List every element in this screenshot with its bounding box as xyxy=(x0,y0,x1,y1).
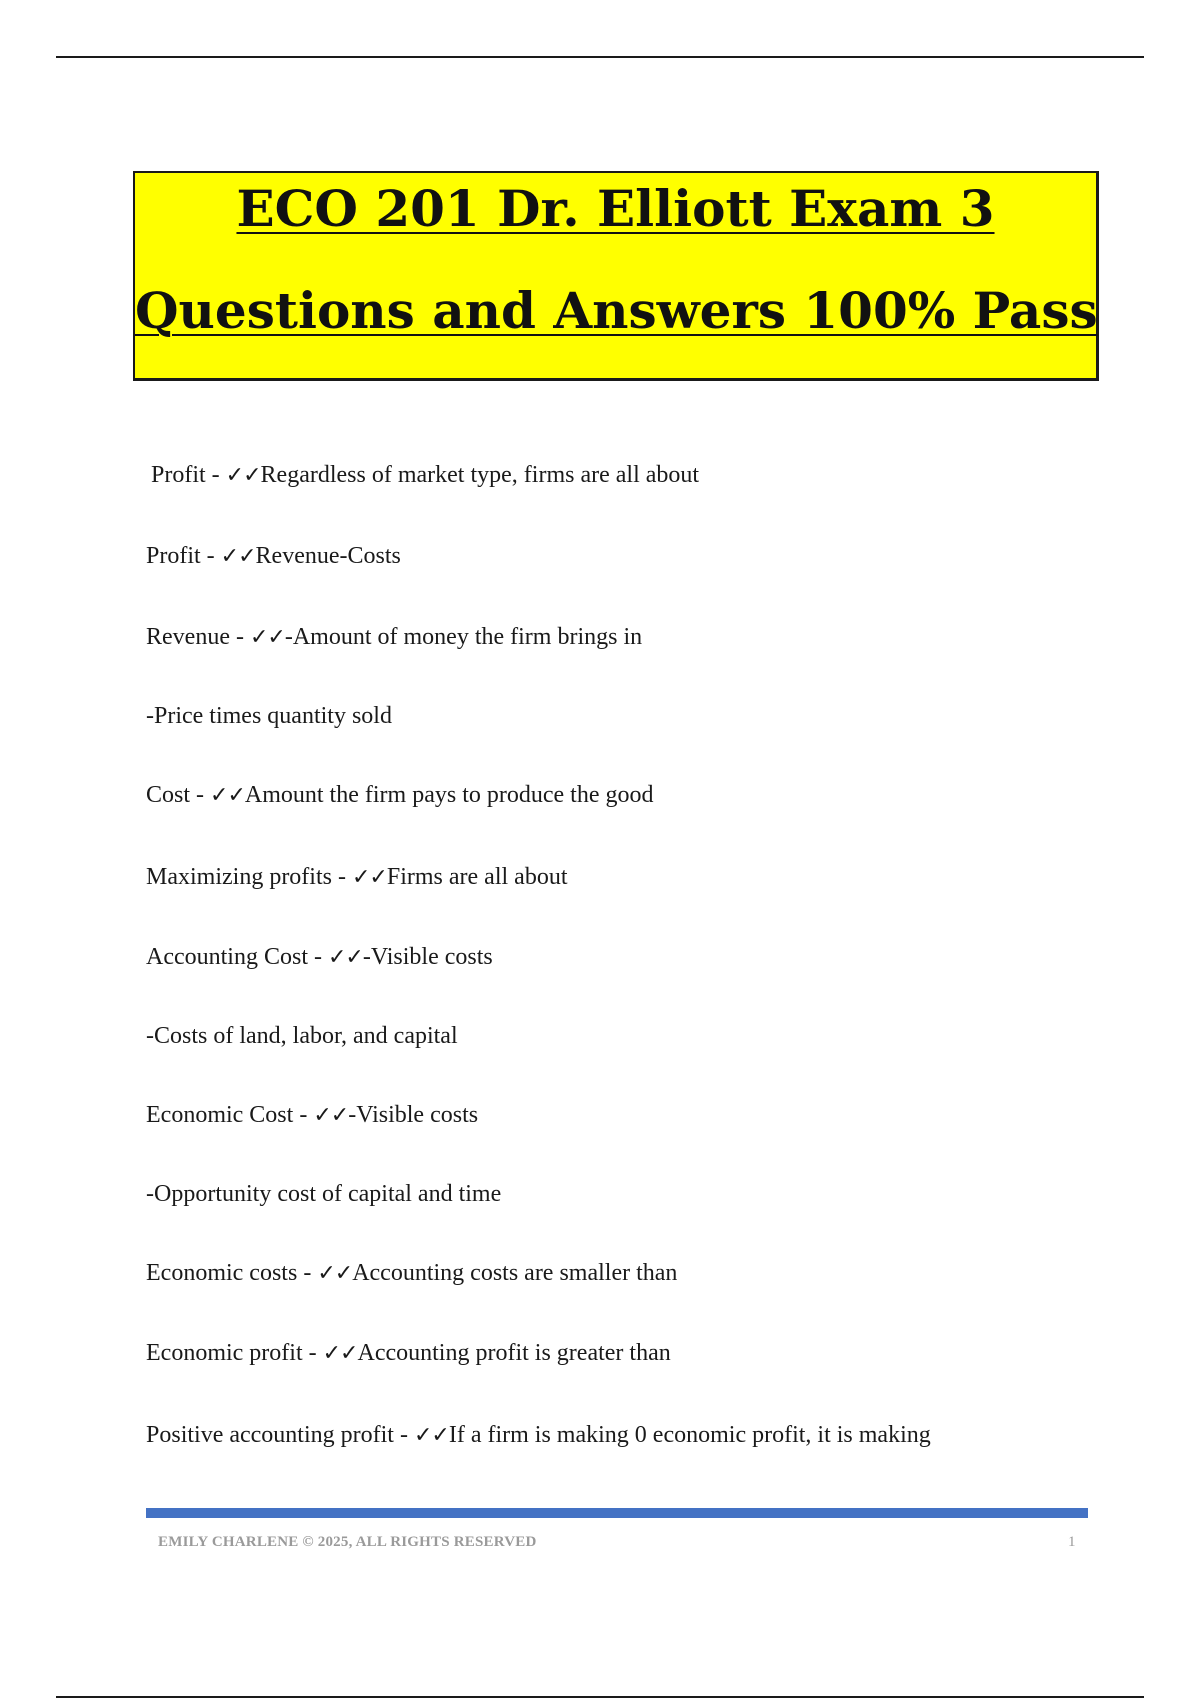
qa-answer: Revenue-Costs xyxy=(255,543,401,569)
check-mark-icon: ✓✓ xyxy=(351,865,387,890)
check-mark-icon: ✓✓ xyxy=(317,1261,353,1286)
bottom-rule xyxy=(56,1696,1144,1698)
qa-term: Economic Cost xyxy=(146,1102,294,1128)
qa-entry: Economic costs - ✓✓Accounting costs are smaller than xyxy=(146,1260,678,1286)
qa-entry: Profit - ✓✓Regardless of market type, firms are all about xyxy=(151,462,700,488)
qa-answer: -Amount of money the firm brings in xyxy=(284,624,643,650)
footer-bar xyxy=(146,1508,1088,1518)
qa-answer: -Visible costs xyxy=(362,944,493,970)
qa-answer: Amount the firm pays to produce the good xyxy=(244,782,654,808)
qa-entry: Profit - ✓✓Revenue-Costs xyxy=(146,543,401,569)
qa-answer: Firms are all about xyxy=(386,864,568,890)
qa-continuation xyxy=(146,1023,458,1050)
qa-term: Maximizing profits xyxy=(146,864,332,890)
qa-entry: Maximizing profits - ✓✓Firms are all about xyxy=(146,864,568,890)
qa-term: Cost xyxy=(146,782,191,808)
title-line-1: ECO 201 Dr. Elliott Exam 3 xyxy=(236,179,995,238)
title-line-2: Questions and Answers 100% Pass xyxy=(135,281,1098,340)
check-mark-icon: ✓✓ xyxy=(225,463,261,488)
qa-answer: Accounting costs are smaller than xyxy=(352,1260,678,1286)
qa-answer: If a firm is making 0 economic profit, it is making xyxy=(448,1422,931,1448)
qa-entry: Economic Cost - ✓✓-Visible costs xyxy=(146,1102,479,1128)
qa-term: Revenue xyxy=(146,624,230,650)
check-mark-icon: ✓✓ xyxy=(413,1423,449,1448)
qa-term: Economic profit xyxy=(146,1340,303,1366)
check-mark-icon: ✓✓ xyxy=(328,945,363,970)
qa-term: Profit xyxy=(146,543,201,569)
qa-continuation xyxy=(146,1181,501,1208)
check-mark-icon: ✓✓ xyxy=(210,783,245,808)
check-mark-icon: ✓✓ xyxy=(220,544,256,569)
qa-entry: Accounting Cost - ✓✓-Visible costs xyxy=(146,944,493,970)
check-mark-icon: ✓✓ xyxy=(249,625,285,650)
qa-term: Profit xyxy=(151,462,206,488)
qa-answer-continuation: -Costs of land, labor, and capital xyxy=(146,1023,458,1049)
qa-term: Economic costs xyxy=(146,1260,298,1286)
qa-continuation xyxy=(146,703,392,730)
qa-term: Accounting Cost xyxy=(146,944,308,970)
qa-answer-continuation: -Price times quantity sold xyxy=(146,703,392,729)
qa-entry: Economic profit - ✓✓Accounting profit is greater than xyxy=(146,1340,671,1366)
qa-entry: Cost - ✓✓Amount the firm pays to produce the good xyxy=(146,782,654,808)
qa-answer: -Visible costs xyxy=(348,1102,479,1128)
footer-copyright: EMILY CHARLENE © 2025, ALL RIGHTS RESERVED xyxy=(158,1534,537,1550)
check-mark-icon: ✓✓ xyxy=(313,1103,349,1128)
page-number: 1 xyxy=(1068,1534,1076,1550)
check-mark-icon: ✓✓ xyxy=(322,1341,358,1366)
qa-answer-continuation: -Opportunity cost of capital and time xyxy=(146,1181,502,1207)
qa-entry: Revenue - ✓✓-Amount of money the firm brings in xyxy=(146,624,643,650)
qa-answer: Regardless of market type, firms are all about xyxy=(260,462,700,488)
qa-answer: Accounting profit is greater than xyxy=(357,1340,671,1366)
qa-term: Positive accounting profit xyxy=(146,1422,394,1448)
qa-entry: Positive accounting profit - ✓✓If a firm is making 0 economic profit, it is making xyxy=(146,1422,931,1448)
